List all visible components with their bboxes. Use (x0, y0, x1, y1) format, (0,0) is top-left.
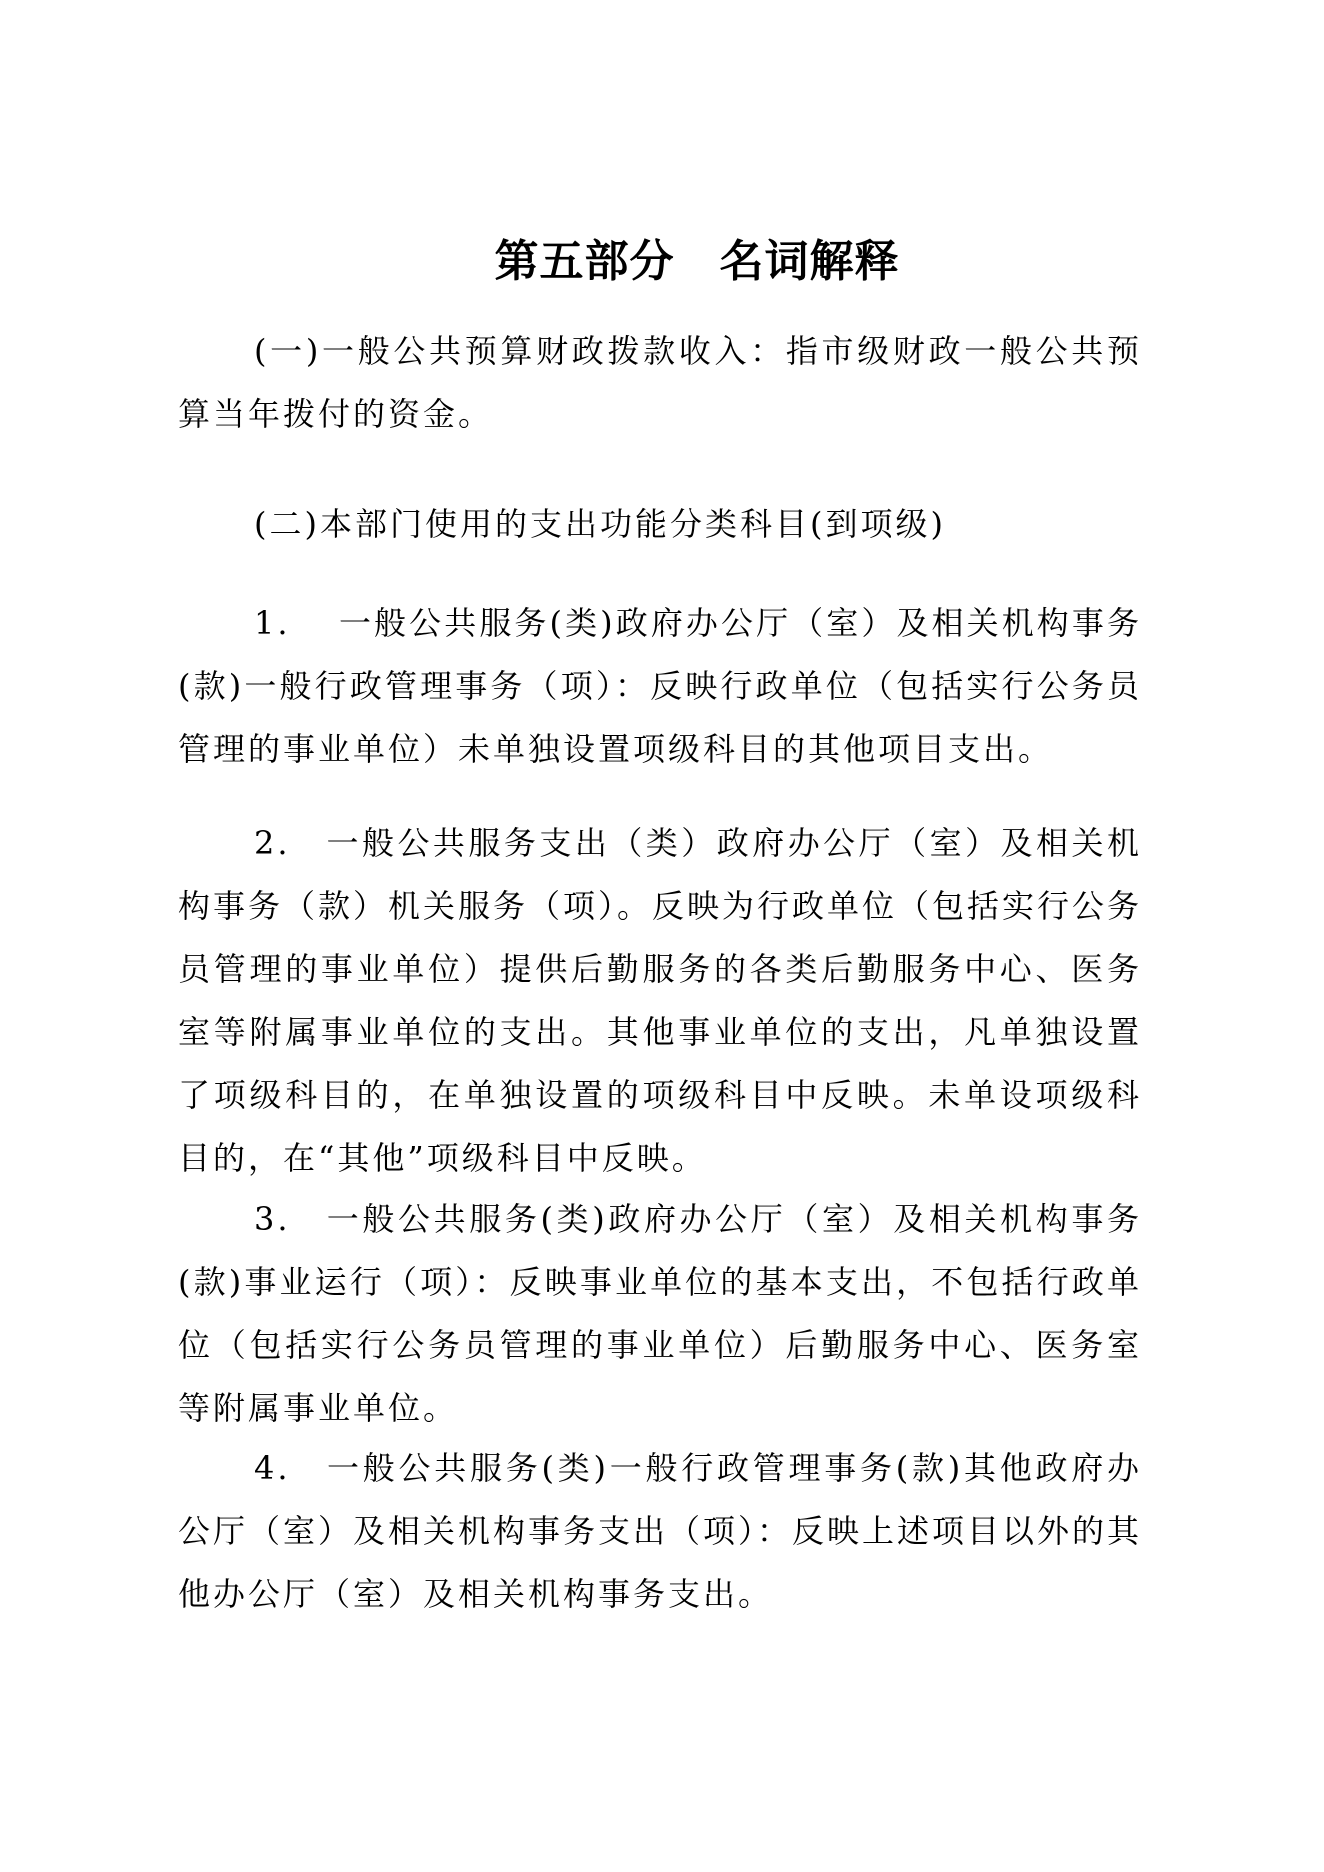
list-item-3 (178, 1188, 1142, 1440)
list-item-text: 一般公共服务(类)一般行政管理事务(款)其他政府办公厅（室）及相关机构事务支出（项）：反映上述项目以外的其他办公厅（室）及相关机构事务支出。 (178, 1449, 1143, 1613)
list-number: 4. (254, 1449, 291, 1487)
list-item-text: 一般公共服务支出（类）政府办公厅（室）及相关机构事务（款）机关服务（项）。反映为行政单位（包括实行公务员管理的事业单位）提供后勤服务的各类后勤服务中心、医务室等附属事业单位的支出。其他事业单位的支出，凡单独设置了项级科目的，在单独设置的项级科目中反映。未单设项级科目的，在“其他”项级科目中反映。 (178, 824, 1143, 1177)
list-item-1 (178, 592, 1142, 781)
paragraph-expenditure-subjects-heading (178, 493, 1142, 556)
page-title: 第五部分 名词解释 (494, 236, 900, 287)
list-number: 1. (254, 604, 291, 642)
list-item-4 (178, 1437, 1142, 1626)
list-item-2 (178, 812, 1142, 1190)
list-item-text: 一般公共服务(类)政府办公厅（室）及相关机构事务(款)一般行政管理事务（项）：反映行政单位（包括实行公务员管理的事业单位）未单独设置项级科目的其他项目支出。 (178, 604, 1142, 768)
list-number: 2. (254, 824, 291, 862)
list-number: 3. (254, 1200, 291, 1238)
list-item-text: 一般公共服务(类)政府办公厅（室）及相关机构事务(款)事业运行（项）：反映事业单位的基本支出，不包括行政单位（包括实行公务员管理的事业单位）后勤服务中心、医务室等附属事业单位。 (178, 1200, 1142, 1427)
paragraph-text: (一)一般公共预算财政拨款收入：指市级财政一般公共预算当年拨付的资金。 (178, 332, 1142, 433)
paragraph-text: (二)本部门使用的支出功能分类科目(到项级) (254, 505, 946, 543)
paragraph-general-budget-income (178, 320, 1142, 446)
